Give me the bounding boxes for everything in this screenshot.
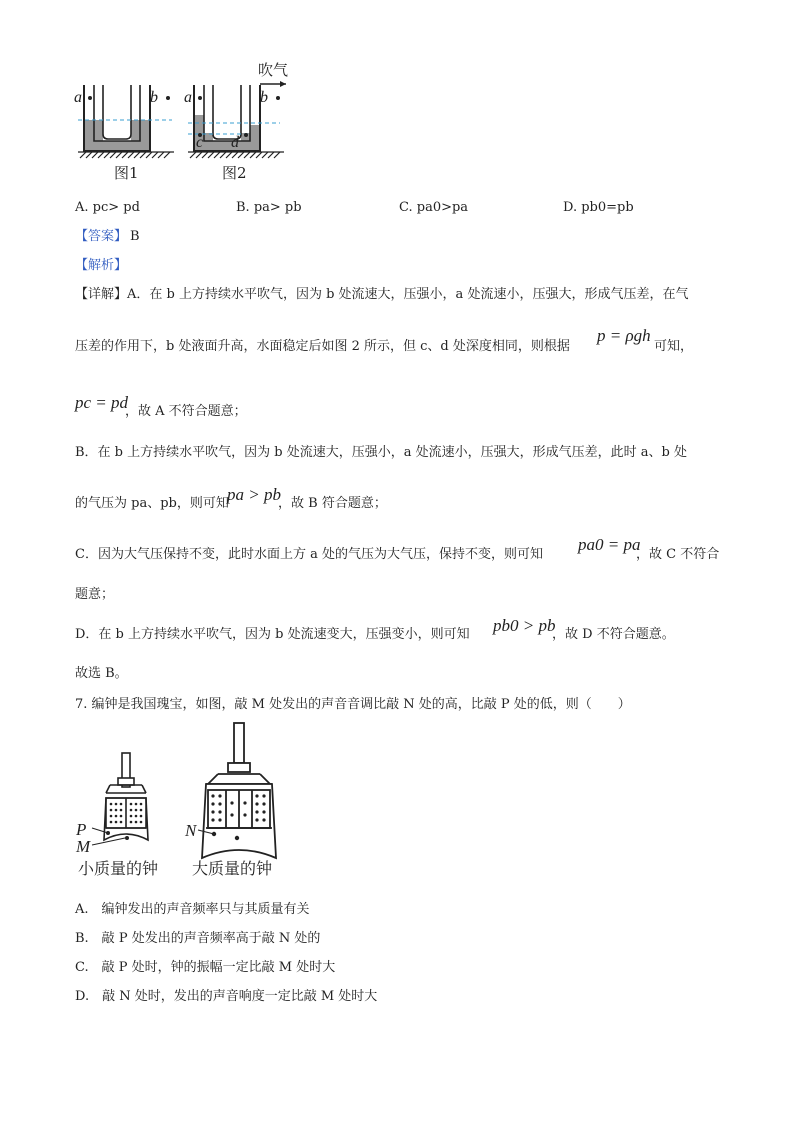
option-a: A. pc> pd <box>75 200 140 215</box>
caption-fig1: 图1 <box>114 164 139 182</box>
detail-line-2-end: 可知， <box>654 339 694 354</box>
label-N: N <box>185 821 197 840</box>
label-a: a <box>74 89 82 106</box>
c-line-1-end: ，故 C 不符合 <box>636 547 720 562</box>
option-c: C. pa0>pa <box>399 200 469 215</box>
detail-line-2: 压差的作用下，b 处液面升高，水面稳定后如图 2 所示，但 c、d 处深度相同，则根据 <box>75 339 570 354</box>
label-M: M <box>76 837 91 856</box>
c-line-1-start: C．因为大气压保持不变，此时水面上方 a 处的气压为大气压，保持不变，则可知 <box>75 547 543 562</box>
q7-option-a: A. 编钟发出的声音频率只与其质量有关 <box>75 902 310 917</box>
b-line-2-end: ，故 B 符合题意； <box>278 496 387 511</box>
q7-option-d: D. 敲 N 处时，发出的声音响度一定比敲 M 处时大 <box>75 989 378 1004</box>
formula-p-rho-g-h: p = ρgh <box>597 326 651 345</box>
label-P: P <box>76 820 87 839</box>
ground-hatch <box>78 152 284 158</box>
label-d: d <box>231 134 239 151</box>
label-a-fig2: a <box>184 89 192 106</box>
caption-large-bell: 大质量的钟 <box>192 859 273 878</box>
c-line-2: 题意； <box>75 587 115 602</box>
label-c: c <box>196 134 204 151</box>
detail-line-1: 【详解】A．在 b 上方持续水平吹气，因为 b 处流速大，压强小，a 处流速小，压强大，形成气压差，在气 <box>75 287 689 302</box>
d-line-start: D．在 b 上方持续水平吹气，因为 b 处流速变大，压强变小，则可知 <box>75 627 470 642</box>
label-b-fig2: b <box>260 89 268 106</box>
conclusion: 故选 B。 <box>75 666 128 681</box>
formula-pc-pd: pc = pd <box>75 393 129 412</box>
blow-label: 吹气 <box>258 61 289 79</box>
q7-option-b: B. 敲 P 处发出的声音频率高于敲 N 处的 <box>75 931 321 946</box>
small-bell <box>104 753 148 840</box>
caption-fig2: 图2 <box>222 164 247 182</box>
formula-pa0-pa: pa0 = pa <box>578 535 641 554</box>
formula-pa-pb: pa > pb <box>227 485 281 504</box>
formula-pb0-pb: pb0 > pb <box>493 616 556 635</box>
q7-stem: 7. 编钟是我国瑰宝，如图，敲 M 处发出的声音音调比敲 N 处的高，比敲 P 处的低，则（ ） <box>75 697 631 712</box>
analysis-tag: 【解析】 <box>75 258 128 273</box>
option-b: B. pa> pb <box>236 200 302 215</box>
q7-option-c: C. 敲 P 处时，钟的振幅一定比敲 M 处时大 <box>75 960 336 975</box>
answer-tag: 【答案】 <box>75 229 128 244</box>
b-line-1: B．在 b 上方持续水平吹气，因为 b 处流速大，压强小，a 处流速小，压强大，形成气压差，此时 a、b 处 <box>75 445 687 460</box>
d-line-end: ，故 D 不符合题意。 <box>552 627 675 642</box>
caption-small-bell: 小质量的钟 <box>78 859 159 878</box>
label-b-fig1: b <box>150 89 158 106</box>
option-d: D. pb0=pb <box>563 200 634 215</box>
detail-line-3-end: ，故 A 不符合题意； <box>125 404 247 419</box>
answer-value: B <box>130 229 140 244</box>
b-line-2-start: 的气压为 pa、pb，则可知 <box>75 496 229 511</box>
